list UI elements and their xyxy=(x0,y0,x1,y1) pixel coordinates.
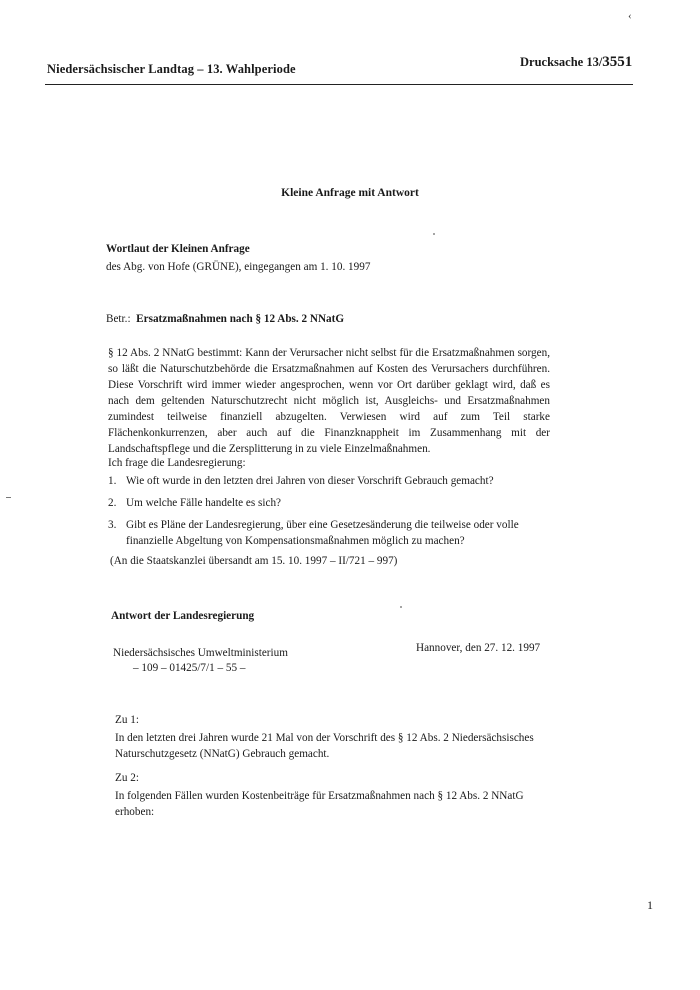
list-item xyxy=(108,473,558,489)
place-date: Hannover, den 27. 12. 1997 xyxy=(416,642,541,654)
document-title: Kleine Anfrage mit Antwort xyxy=(281,187,419,199)
question-text: Um welche Fälle handelte es sich? xyxy=(126,497,282,509)
list-item xyxy=(108,495,558,511)
betreff-label: Betr.: xyxy=(106,313,131,325)
question-number: 2. xyxy=(108,497,117,509)
antwort-heading: Antwort der Landesregierung xyxy=(111,610,255,622)
betreff-line xyxy=(106,311,344,327)
anfrage-heading: Wortlaut der Kleinen Anfrage xyxy=(106,243,250,255)
ministry-reference: – 109 – 01425/7/1 – 55 – xyxy=(133,662,246,674)
anfrage-subline: des Abg. von Hofe (GRÜNE), eingegangen am 1. 10. 1997 xyxy=(106,261,371,273)
question-text: Wie oft wurde in den letzten drei Jahren von dieser Vorschrift Gebrauch gemacht? xyxy=(126,475,494,487)
drucksache-number: 3551 xyxy=(602,54,633,70)
header-rule xyxy=(45,84,633,85)
ministry-name: Niedersächsisches Umweltministerium xyxy=(113,647,288,659)
answer-1-text: In den letzten drei Jahren wurde 21 Mal von der Vorschrift des § 12 Abs. 2 Niedersächsisches Naturschutzgesetz (NNatG) Gebrauch gemacht. xyxy=(115,732,534,760)
scan-artifact xyxy=(433,233,435,235)
answer-2-text: In folgenden Fällen wurden Kostenbeiträge für Ersatzmaßnahmen nach § 12 Abs. 2 NNatG erhoben: xyxy=(115,790,524,818)
corner-mark: ‹ xyxy=(628,10,632,22)
question-number: 1. xyxy=(108,475,117,487)
page-number: 1 xyxy=(647,898,653,912)
scan-artifact xyxy=(6,497,11,498)
header-parliament: Niedersächsischer Landtag – 13. Wahlperiode xyxy=(47,62,296,76)
question-number: 3. xyxy=(108,519,117,531)
ask-line: Ich frage die Landesregierung: xyxy=(108,457,246,469)
answer-2-label: Zu 2: xyxy=(115,772,139,784)
question-text: Gibt es Pläne der Landesregierung, über eine Gesetzesänderung die teilweise oder volle finanzielle Abgeltung von Kompensationsmaßnahmen möglich zu machen? xyxy=(126,519,519,547)
answer-1-label: Zu 1: xyxy=(115,714,139,726)
staatskanzlei-note: (An die Staatskanzlei übersandt am 15. 10. 1997 – II/721 – 997) xyxy=(110,555,398,567)
drucksache-label: Drucksache 13/ xyxy=(520,55,603,69)
scan-artifact xyxy=(400,606,402,608)
anfrage-paragraph: § 12 Abs. 2 NNatG bestimmt: Kann der Verursacher nicht selbst für die Ersatzmaßnahmen sorgen, so läßt die Naturschutzbehörde die Ersatzmaßnahmen auf Kosten des Verursachers durchführen. Diese Vorschrift wird immer wieder angesprochen, wenn vor Ort darüber geklagt wird, daß es nach dem geltenden Naturschutzrecht nicht möglich ist, Ausgleichs- und Ersatzmaßnahmen zumindest teilweise finanziell abzugelten. Verwiesen wird auf zum Teil starke Flächenkonkurrenzen, aber auch auf die Finanzknappheit im Zusammenhang mit der Landschaftspflege und die Zersplitterung in zu viele Einzelmaßnahmen. xyxy=(108,347,550,455)
header-drucksache xyxy=(520,54,632,71)
list-item xyxy=(108,517,558,549)
betreff-text: Ersatzmaßnahmen nach § 12 Abs. 2 NNatG xyxy=(136,313,345,325)
question-list xyxy=(108,473,558,555)
